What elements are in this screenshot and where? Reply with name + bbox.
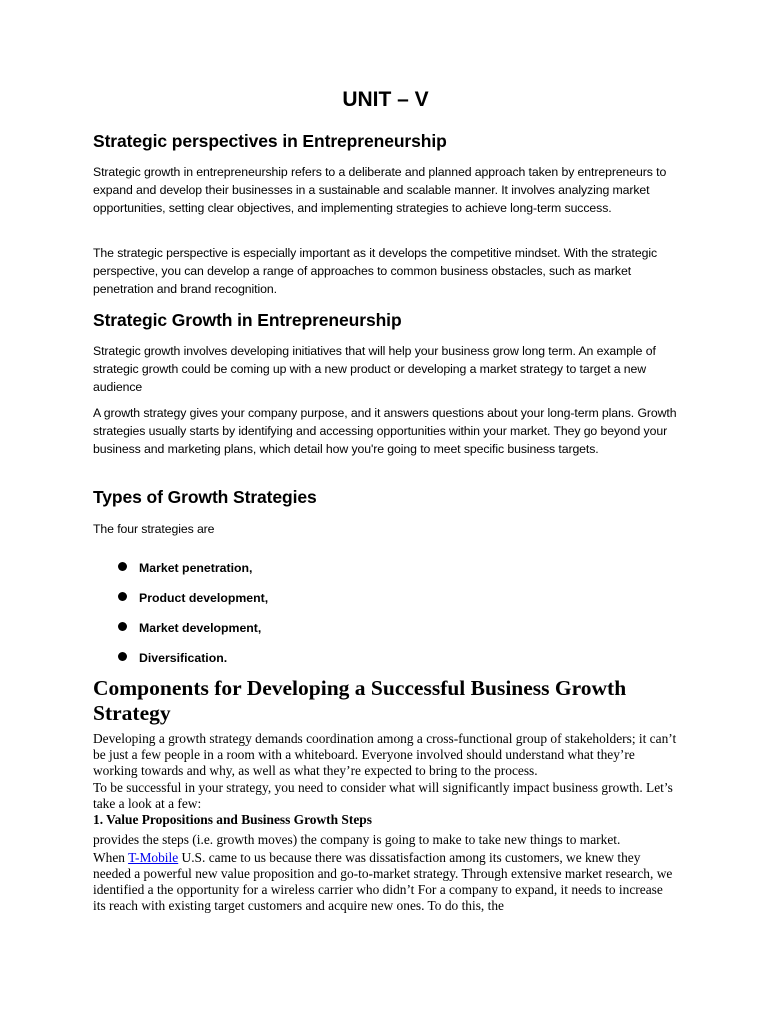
paragraph-impact: To be successful in your strategy, you need to consider what will significantly impact business growth. Let’s take a look at a few: xyxy=(93,780,673,811)
paragraph-coordination: Developing a growth strategy demands coordination among a cross-functional group of stakeholders; it can’t be just a few people in a room with a whiteboard. Everyone involved should understand what they’re working towards and why, as well as what they’re expected to bring to the process. xyxy=(93,731,677,778)
paragraph-four-strategies: The four strategies are xyxy=(93,522,215,536)
bullet-icon xyxy=(118,652,127,661)
paragraph-growth-steps: provides the steps (i.e. growth moves) the company is going to make to take new things to market. xyxy=(93,832,621,847)
paragraph-tmobile-case: When T-Mobile U.S. came to us because there was dissatisfaction among its customers, we knew they needed a powerful new value proposition and go-to-market strategy. Through extensive market research, we identified a the opportunity for a wireless carrier who didn’t For a company to expand, it needs to increase its reach with existing target customers and acquire new ones. To do this, the xyxy=(93,850,673,913)
bullet-icon xyxy=(118,562,127,571)
list-item: Diversification. xyxy=(93,646,678,676)
heading-components: Components for Developing a Successful Business Growth Strategy xyxy=(93,676,627,725)
bullet-icon xyxy=(118,622,127,631)
strategy-list xyxy=(93,556,678,676)
paragraph-growth-strategy-purpose: A growth strategy gives your company purpose, and it answers questions about your long-term plans. Growth strategies usually starts by identifying and accessing opportunities within your market. They go beyond your business and marketing plans, which detail how you're going to meet specific business targets. xyxy=(93,406,677,456)
paragraph-strategic-growth-definition: Strategic growth in entrepreneurship refers to a deliberate and planned approach taken by entrepreneurs to expand and develop their businesses in a sustainable and scalable manner. It involves analyzing market opportunities, setting clear objectives, and implementing strategies to achieve long-term success. xyxy=(93,165,667,215)
heading-strategic-perspectives: Strategic perspectives in Entrepreneurship xyxy=(93,131,447,151)
paragraph-strategic-growth-initiatives: Strategic growth involves developing initiatives that will help your business grow long term. An example of strategic growth could be coming up with a new product or developing a market strategy to target a new audience xyxy=(93,344,656,394)
list-item: Market development, xyxy=(93,616,678,646)
t-mobile-link[interactable]: T-Mobile xyxy=(128,850,179,865)
bullet-icon xyxy=(118,592,127,601)
list-item: Product development, xyxy=(93,586,678,616)
paragraph-strategic-perspective: The strategic perspective is especially important as it develops the competitive mindset. With the strategic perspective, you can develop a range of approaches to common business obstacles, such as market penetration and brand recognition. xyxy=(93,246,657,296)
heading-types-of-growth: Types of Growth Strategies xyxy=(93,487,317,507)
list-item: Market penetration, xyxy=(93,556,678,586)
heading-strategic-growth: Strategic Growth in Entrepreneurship xyxy=(93,310,402,330)
page-title: UNIT – V xyxy=(342,88,429,111)
heading-value-propositions: 1. Value Propositions and Business Growth Steps xyxy=(93,812,372,827)
